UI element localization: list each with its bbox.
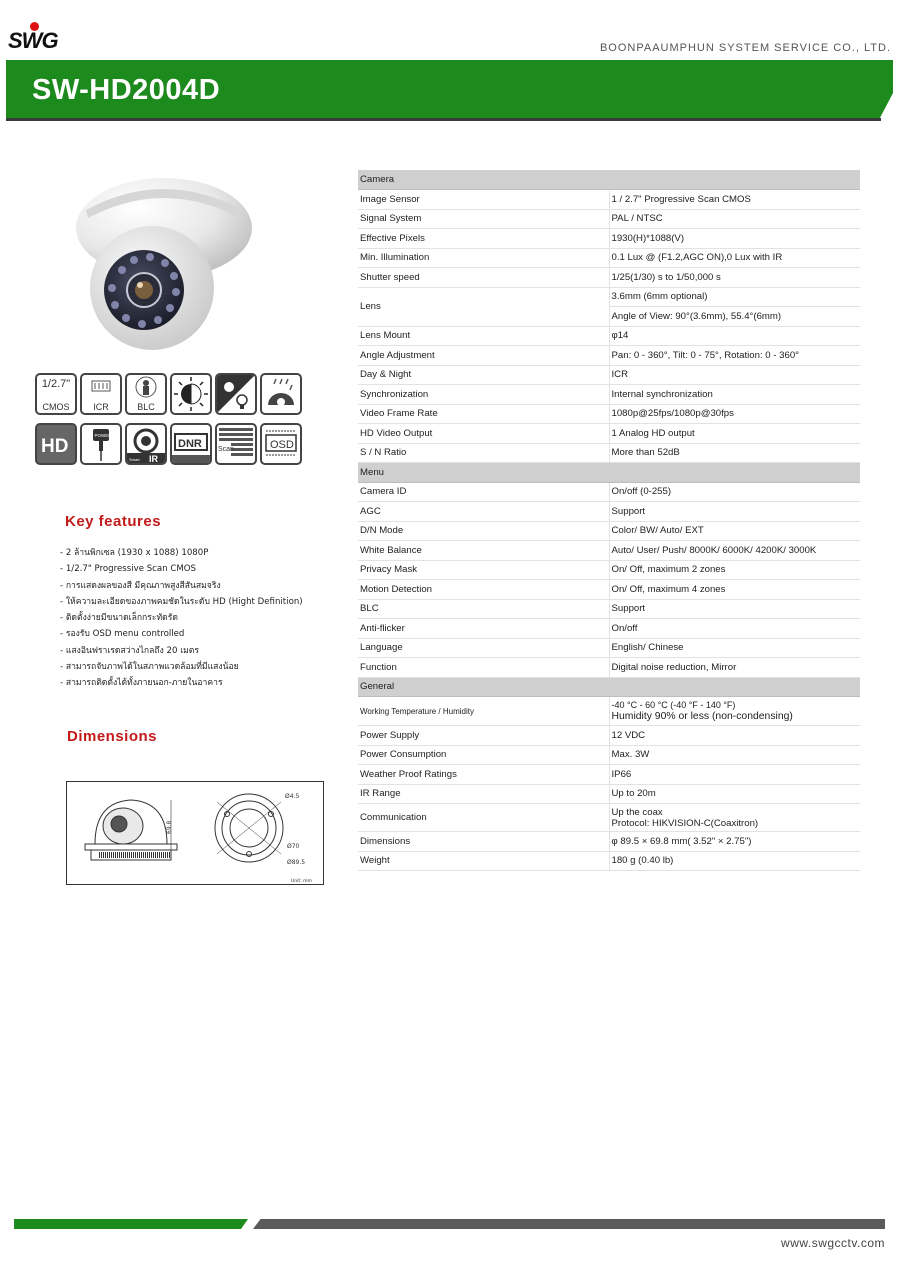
svg-text:Ø4.5: Ø4.5 (285, 793, 300, 800)
svg-text:Unit: mm: Unit: mm (291, 879, 312, 884)
svg-text:IR: IR (149, 454, 158, 463)
day-night-icon (170, 373, 212, 415)
table-row: Working Temperature / Humidity -40 °C - 60 °C (-40 °F - 140 °F) Humidity 90% or less (non-condensing) (358, 697, 860, 726)
table-row: Camera ID On/off (0-255) (358, 482, 860, 502)
table-row: Lens Mount φ14 (358, 326, 860, 346)
table-row: Video Frame Rate 1080p@25fps/1080p@30fps (358, 404, 860, 424)
list-item: - ให้ความละเอียดของภาพคมชัดในระดับ HD (Hight Definition) (60, 596, 303, 607)
section-header-general: General (358, 677, 860, 697)
table-row: Function Digital noise reduction, Mirror (358, 658, 860, 678)
dimensions-title: Dimensions (67, 728, 158, 745)
osd-icon (260, 423, 302, 465)
table-row: Synchronization Internal synchronization (358, 385, 860, 405)
svg-text:Scan: Scan (218, 446, 234, 453)
table-row: Dimensions φ 89.5 × 69.8 mm( 3.52" × 2.75") (358, 832, 860, 852)
table-row: White Balance Auto/ User/ Push/ 8000K/ 6000K/ 4200K/ 3000K (358, 541, 860, 561)
section-header-camera: Camera (358, 170, 860, 190)
dome-camera-image (64, 168, 254, 353)
website-link: www.swgcctv.com (781, 1236, 885, 1250)
table-row: Privacy Mask On/ Off, maximum 2 zones (358, 560, 860, 580)
table-row: Lens 3.6mm (6mm optional) (358, 287, 860, 307)
power-icon (80, 423, 122, 465)
footer-gray-bar (253, 1219, 885, 1229)
table-row: Day & Night ICR (358, 365, 860, 385)
brand-logo (8, 22, 60, 54)
list-item: - แสงอินฟราเรดสว่างไกลถึง 20 เมตร (60, 645, 199, 656)
key-features-title: Key features (65, 513, 162, 530)
table-row: Anti-flicker On/off (358, 619, 860, 639)
list-item: - รองรับ OSD menu controlled (60, 629, 185, 640)
svg-text:Smart: Smart (129, 457, 140, 462)
svg-text:DNR: DNR (178, 438, 202, 450)
key-features-list (60, 545, 350, 692)
spec-table (358, 170, 860, 871)
table-row: Min. Illumination 0.1 Lux @ (F1.2,AGC ON),0 Lux with IR (358, 248, 860, 268)
table-row: Image Sensor 1 / 2.7" Progressive Scan CMOS (358, 190, 860, 210)
weatherproof-icon (260, 373, 302, 415)
cmos-sensor-icon: 1/2.7" CMOS (35, 373, 77, 415)
table-row: Angle of View: 90°(3.6mm), 55.4°(6mm) (358, 307, 860, 327)
company-name: BOONPAAUMPHUN SYSTEM SERVICE CO., LTD. (599, 42, 891, 54)
banner-shadow (6, 118, 881, 121)
smart-ir-icon (125, 423, 167, 465)
table-row: Weight 180 g (0.40 lb) (358, 851, 860, 871)
dnr-icon (170, 423, 212, 465)
svg-text:POWER: POWER (94, 433, 112, 438)
footer-green-bar (14, 1219, 248, 1229)
svg-text:OSD: OSD (270, 439, 294, 451)
list-item: - ติดตั้งง่ายมีขนาดเล็กกระทัดรัด (60, 613, 178, 624)
table-row: Shutter speed 1/25(1/30) s to 1/50,000 s (358, 268, 860, 288)
hd-icon (35, 423, 77, 465)
table-row: BLC Support (358, 599, 860, 619)
list-item: - การแสดงผลของสี มีคุณภาพสูงสีสันสมจริง (60, 580, 221, 591)
table-row: Effective Pixels 1930(H)*1088(V) (358, 229, 860, 249)
table-row: Power Supply 12 VDC (358, 726, 860, 746)
svg-text:Ø70: Ø70 (287, 843, 300, 850)
table-row: Power Consumption Max. 3W (358, 745, 860, 765)
table-row: HD Video Output 1 Analog HD output (358, 424, 860, 444)
table-row: S / N Ratio More than 52dB (358, 443, 860, 463)
progressive-scan-icon (215, 423, 257, 465)
table-row: D/N Mode Color/ BW/ Auto/ EXT (358, 521, 860, 541)
table-row: Communication Up the coax Protocol: HIKVISION-C(Coaxitron) (358, 804, 860, 832)
blc-icon: BLC (125, 373, 167, 415)
logo-text: SWG (8, 28, 58, 53)
list-item: - 1/2.7" Progressive Scan CMOS (60, 564, 196, 575)
table-row: Weather Proof Ratings IP66 (358, 765, 860, 785)
list-item: - สามารถจับภาพได้ในสภาพแวดล้อมที่มีแสงน้อย (60, 662, 239, 673)
list-item: - 2 ล้านพิกเซล (1930 x 1088) 1080P (60, 548, 209, 558)
svg-text:Ø89.5: Ø89.5 (287, 859, 306, 866)
table-row: Motion Detection On/ Off, maximum 4 zones (358, 580, 860, 600)
section-header-menu: Menu (358, 463, 860, 483)
table-row: Language English/ Chinese (358, 638, 860, 658)
table-row: IR Range Up to 20m (358, 784, 860, 804)
feature-icon-grid (35, 373, 307, 473)
svg-text:HD: HD (41, 436, 69, 457)
icr-filter-icon: ICR (80, 373, 122, 415)
svg-text:69.8: 69.8 (166, 820, 173, 834)
light-sensor-icon (215, 373, 257, 415)
list-item: - สามารถติดตั้งได้ทั้งภายนอก-ภายในอาคาร (60, 678, 223, 689)
table-row: AGC Support (358, 502, 860, 522)
table-row: Signal System PAL / NTSC (358, 209, 860, 229)
model-title: SW-HD2004D (32, 74, 221, 106)
dimension-drawing (66, 781, 324, 885)
table-row: Angle Adjustment Pan: 0 - 360°, Tilt: 0 - 75°, Rotation: 0 - 360° (358, 346, 860, 366)
